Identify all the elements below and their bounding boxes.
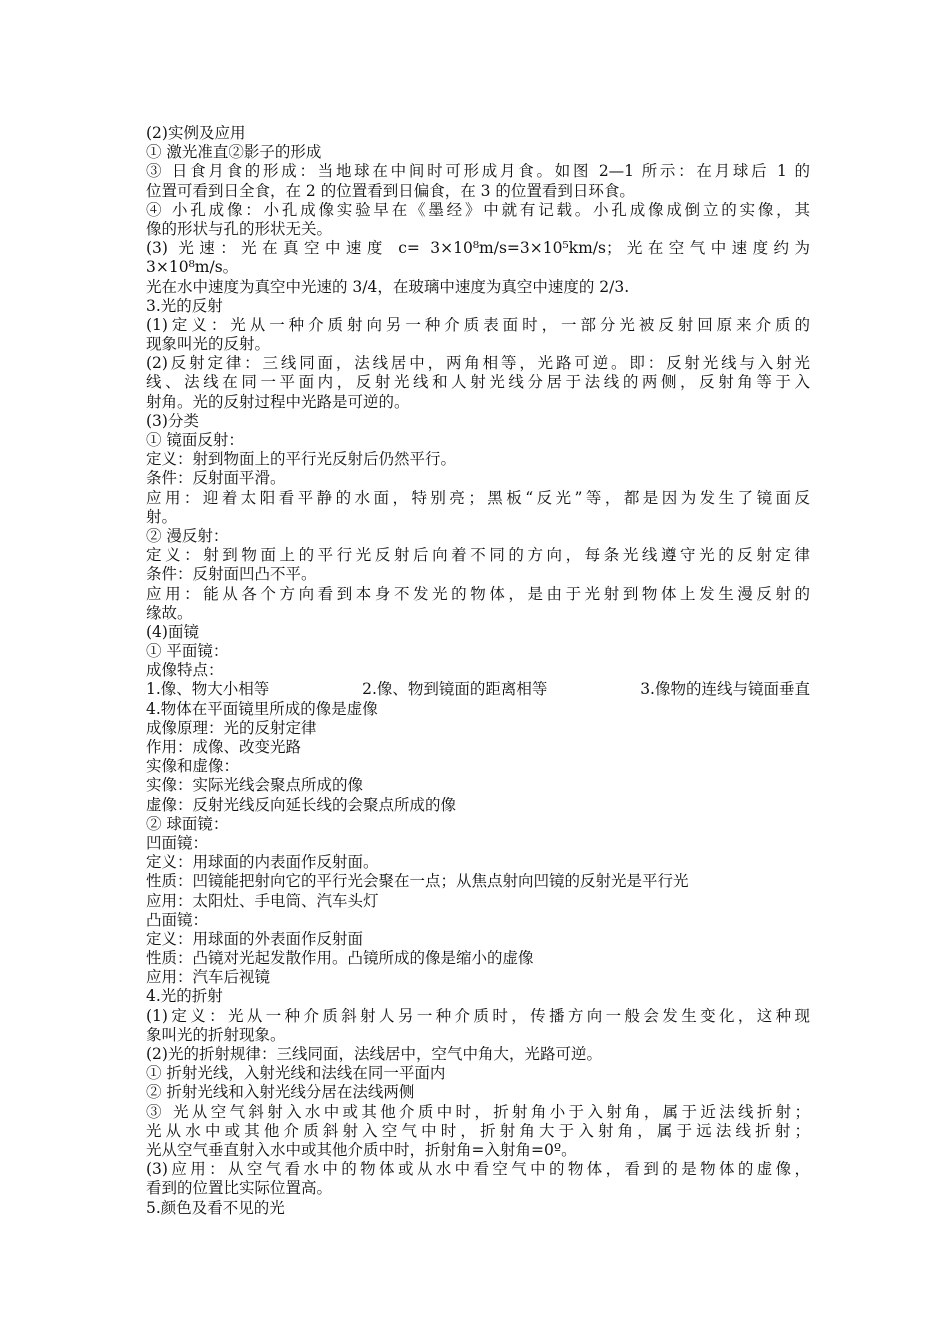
text-line: 光从水中或其他介质斜射入空气中时，折射角大于入射角，属于远法线折射； — [146, 1121, 810, 1140]
text-line: 射。 — [146, 507, 178, 526]
text-line: 应用：太阳灶、手电筒、汽车头灯 — [146, 891, 379, 910]
text-line: 光从空气垂直射入水中或其他介质中时，折射角=入射角=0º。 — [146, 1140, 577, 1159]
text-line: (3) 光速：光在真空中速度 c= 3×10⁸m/s=3×10⁵km/s；光在空气中速度约为 — [146, 239, 810, 258]
mirror-features-row — [146, 680, 810, 699]
text-line: (1)定义：光从一种介质斜射人另一种介质时，传播方向一般会发生变化，这种现 — [146, 1006, 810, 1025]
text-line: 现象叫光的反射。 — [146, 335, 271, 354]
text-line: ③ 光从空气斜射入水中或其他介质中时，折射角小于入射角，属于近法线折射； — [146, 1102, 810, 1121]
text-line: 射角。光的反射过程中光路是可逆的。 — [146, 392, 410, 411]
text-line: 成像原理：光的反射定律 — [146, 718, 317, 737]
text-line: ② 折射光线和入射光线分居在法线两侧 — [146, 1083, 415, 1102]
text-line: 应用：迎着太阳看平静的水面，特别亮；黑板“反光”等，都是因为发生了镜面反 — [146, 488, 810, 507]
text-line: 定义：用球面的外表面作反射面 — [146, 929, 364, 948]
text-line: 3×10⁸m/s。 — [146, 258, 239, 277]
text-line: (2)反射定律：三线同面，法线居中，两角相等，光路可逆。即：反射光线与入射光 — [146, 354, 810, 373]
text-line: 4.物体在平面镜里所成的像是虚像 — [146, 699, 378, 718]
text-line: 看到的位置比实际位置高。 — [146, 1179, 333, 1198]
mirror-feature-item: 2.像、物到镜面的距离相等 — [362, 680, 548, 699]
text-line: (2)光的折射规律：三线同面，法线居中，空气中角大，光路可逆。 — [146, 1045, 602, 1063]
text-line: 虚像：反射光线反向延长线的会聚点所成的像 — [146, 795, 457, 814]
text-line: 5.颜色及看不见的光 — [146, 1198, 285, 1217]
text-line: ① 平面镜： — [146, 642, 229, 661]
text-line: ② 漫反射： — [146, 526, 229, 545]
text-line: (4)面镜 — [146, 622, 199, 641]
text-line: ① 镜面反射： — [146, 431, 244, 449]
text-line: (3)分类 — [146, 411, 199, 430]
text-line: 条件：反射面凹凸不平。 — [146, 565, 317, 584]
text-line: ② 球面镜： — [146, 814, 229, 833]
text-line: 应用：能从各个方向看到本身不发光的物体，是由于光射到物体上发生漫反射的 — [146, 584, 810, 603]
text-line: 4.光的折射 — [146, 987, 223, 1006]
mirror-feature-item: 3.像物的连线与镜面垂直 — [640, 680, 810, 699]
text-line: 缘故。 — [146, 603, 193, 622]
text-line: 条件：反射面平滑。 — [146, 469, 286, 488]
text-line: 性质：凹镜能把射向它的平行光会聚在一点；从焦点射向凹镜的反射光是平行光 — [146, 872, 689, 891]
text-line: 作用：成像、改变光路 — [146, 738, 302, 756]
text-line: 3.光的反射 — [146, 296, 223, 315]
text-line: 位置可看到日全食，在 2 的位置看到日偏食，在 3 的位置看到日环食。 — [146, 181, 635, 200]
text-line: 定义：射到物面上的平行光反射后仍然平行。 — [146, 450, 457, 469]
text-line: 定义：射到物面上的平行光反射后向着不同的方向，每条光线遵守光的反射定律 — [146, 546, 810, 565]
text-line: 成像特点： — [146, 661, 224, 680]
text-line: 性质：凸镜对光起发散作用。凸镜所成的像是缩小的虚像 — [146, 949, 534, 968]
text-line: 像的形状与孔的形状无关。 — [146, 219, 333, 238]
text-line: 凹面镜： — [146, 833, 209, 852]
text-line: 光在水中速度为真空中光速的 3/4，在玻璃中速度为真空中速度的 2/3. — [146, 277, 630, 296]
text-line: (3)应用：从空气看水中的物体或从水中看空气中的物体，看到的是物体的虚像， — [146, 1160, 810, 1179]
text-line: 象叫光的折射现象。 — [146, 1025, 286, 1044]
text-line: 实像和虚像： — [146, 757, 240, 776]
text-line: ① 折射光线，入射光线和法线在同一平面内 — [146, 1064, 446, 1083]
text-line: ① 激光准直②影子的形成 — [146, 143, 322, 162]
text-line: 应用：汽车后视镜 — [146, 968, 271, 987]
text-line: 实像：实际光线会聚点所成的像 — [146, 776, 364, 795]
text-line: (1)定义：光从一种介质射向另一种介质表面时，一部分光被反射回原来介质的 — [146, 315, 810, 334]
text-line: ④ 小孔成像：小孔成像实验早在《墨经》中就有记载。小孔成像成倒立的实像，其 — [146, 200, 810, 219]
mirror-feature-item: 1.像、物大小相等 — [146, 680, 270, 699]
text-line: 定义：用球面的内表面作反射面。 — [146, 853, 379, 872]
text-line: 凸面镜： — [146, 910, 209, 929]
text-line: (2)实例及应用 — [146, 124, 246, 142]
text-line: 线、法线在同一平面内，反射光线和人射光线分居于法线的两侧，反射角等于入 — [146, 373, 810, 392]
document-page — [146, 124, 810, 1218]
text-line: ③ 日食月食的形成：当地球在中间时可形成月食。如图 2—1 所示：在月球后 1 的 — [146, 162, 810, 181]
